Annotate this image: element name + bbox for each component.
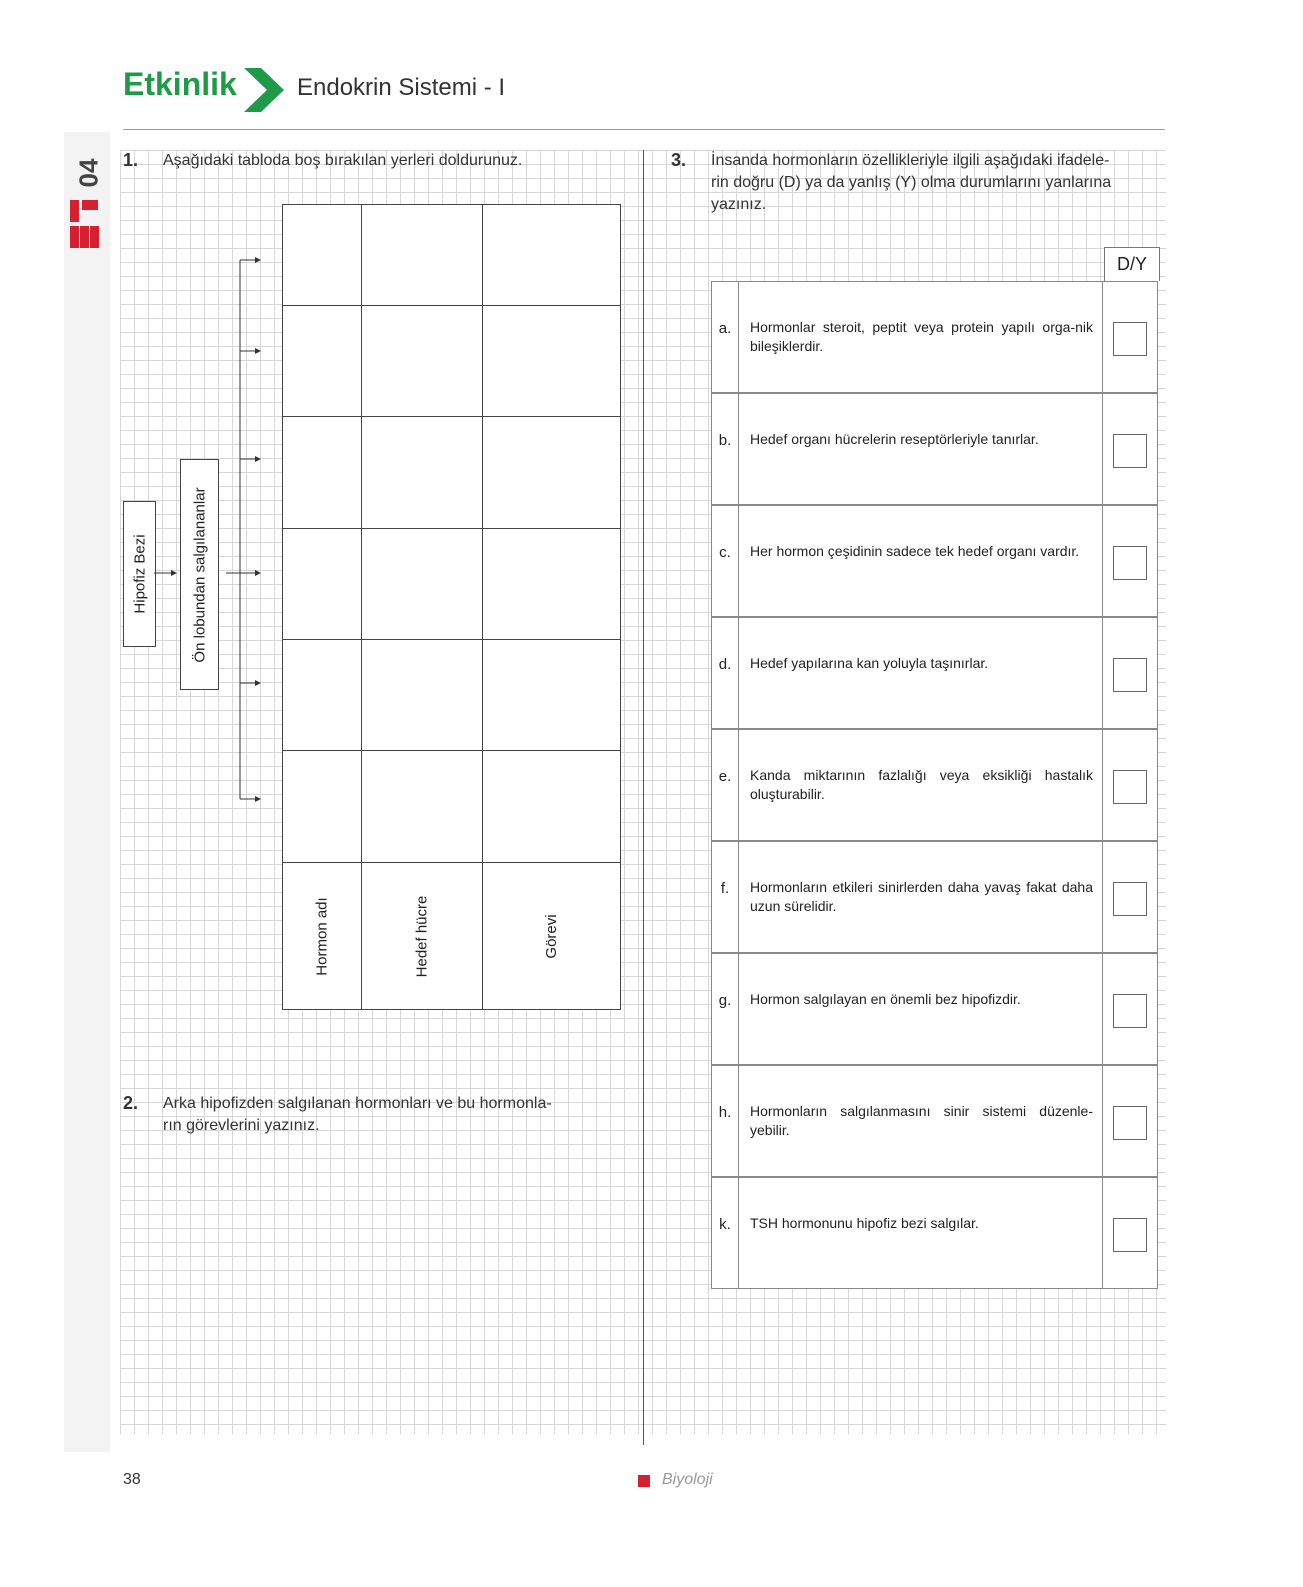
subject-label: Biyoloji [662,1471,713,1488]
answer-box[interactable] [1113,994,1147,1028]
q3-text: İnsanda hormonların özellikleriyle ilgili aşağıdaki ifadele- rin doğru (D) ya da yanlış (Y) olma durumlarını yanlarına yazınız. [711,152,1112,213]
table-row [283,417,621,529]
table-cell[interactable] [283,205,362,306]
statement-row [711,1177,1158,1289]
table-header-row [283,863,621,1010]
statement-text: Hormonlar steroit, peptit veya protein yapılı orga-nik bileşiklerdir. [750,319,1093,354]
statement-text: TSH hormonunu hipofiz bezi salgılar. [750,1215,979,1231]
answer-box[interactable] [1113,434,1147,468]
fasikul-tab [60,150,110,260]
statement-letter: h. [712,1066,739,1176]
statement-text: Hedef organı hücrelerin reseptörleriyle tanırlar. [750,431,1039,447]
statement-row [711,617,1158,729]
table-cell[interactable] [283,640,362,751]
gland-label: Hipofiz Bezi [131,534,148,614]
statement-row [711,393,1158,505]
column-header-target: Hedef hücre [362,863,483,1010]
answer-box[interactable] [1113,1218,1147,1252]
answer-box[interactable] [1113,770,1147,804]
statement-letter: g. [712,954,739,1064]
statement-row [711,841,1158,953]
dy-cell [1102,618,1157,728]
statement-text: Hedef yapılarına kan yoluyla taşınırlar. [750,655,989,671]
q3-number: 3. [671,150,687,170]
table-cell[interactable] [362,751,483,863]
statement-letter: f. [712,842,739,952]
statement-letter: a. [712,282,739,392]
table-cell[interactable] [482,640,620,751]
chevron-right-icon [244,68,284,112]
table-row [283,751,621,863]
statement-text: Hormonların salgılanmasını sinir sistemi düzenle-yebilir. [750,1103,1093,1138]
dy-cell [1102,394,1157,504]
column-header-hormone: Hormon adı [283,863,362,1010]
table-cell[interactable] [482,751,620,863]
statement-row [711,729,1158,841]
dy-cell [1102,282,1157,392]
table-cell[interactable] [283,306,362,417]
dy-cell [1102,1066,1157,1176]
side-strip [64,132,110,1452]
statement-letter: b. [712,394,739,504]
table-cell[interactable] [283,417,362,529]
hormone-table [282,204,621,1010]
statement-text: Kanda miktarının fazlalığı veya eksikliği hastalık oluşturabilir. [750,767,1093,802]
table-cell[interactable] [362,306,483,417]
dy-cell [1102,1178,1157,1288]
table-cell[interactable] [482,306,620,417]
dy-cell [1102,954,1157,1064]
brand-label: Etkinlik [123,66,237,102]
table-row [283,205,621,306]
statement-letter: d. [712,618,739,728]
column-divider [643,150,644,1445]
table-cell[interactable] [482,205,620,306]
dy-cell [1102,506,1157,616]
q1-text: Aşağıdaki tabloda boş bırakılan yerleri doldurunuz. [163,152,523,169]
q1-number: 1. [123,150,139,170]
statement-letter: c. [712,506,739,616]
statement-text: Hormon salgılayan en önemli bez hipofizdir. [750,991,1021,1007]
table-cell[interactable] [362,640,483,751]
statement-letter: k. [712,1178,739,1288]
statement-row [711,505,1158,617]
fasikul-number: 04 [73,158,104,188]
answer-box[interactable] [1113,1106,1147,1140]
table-cell[interactable] [362,417,483,529]
column-header-function: Görevi [482,863,620,1010]
statement-text: Hormonların etkileri sinirlerden daha yavaş fakat daha uzun sürelidir. [750,879,1093,914]
diagram-arrows [150,250,270,810]
answer-box[interactable] [1113,546,1147,580]
dy-cell [1102,842,1157,952]
dy-header: D/Y [1104,247,1160,281]
answer-box[interactable] [1113,322,1147,356]
answer-box[interactable] [1113,658,1147,692]
table-cell[interactable] [482,417,620,529]
q2-text: Arka hipofizden salgılanan hormonları ve bu hormonla- rın görevlerini yazınız. [163,1095,552,1134]
page-number: 38 [123,1471,141,1488]
table-cell[interactable] [283,751,362,863]
table-cell[interactable] [362,205,483,306]
subject-marker-icon [638,1475,650,1487]
dy-cell [1102,730,1157,840]
statement-letter: e. [712,730,739,840]
q2-number: 2. [123,1093,139,1113]
statement-row [711,953,1158,1065]
table-cell[interactable] [482,529,620,640]
statement-text: Her hormon çeşidinin sadece tek hedef organı vardır. [750,543,1080,559]
table-cell[interactable] [362,529,483,640]
lobe-label: Ön lobundan salgılananlar [191,486,208,663]
table-cell[interactable] [283,529,362,640]
page-title: Endokrin Sistemi - I [297,74,506,101]
statement-row [711,1065,1158,1177]
answer-box[interactable] [1113,882,1147,916]
statement-row [711,281,1158,393]
table-row [283,529,621,640]
table-row [283,640,621,751]
table-row [283,306,621,417]
header-divider [123,129,1165,130]
